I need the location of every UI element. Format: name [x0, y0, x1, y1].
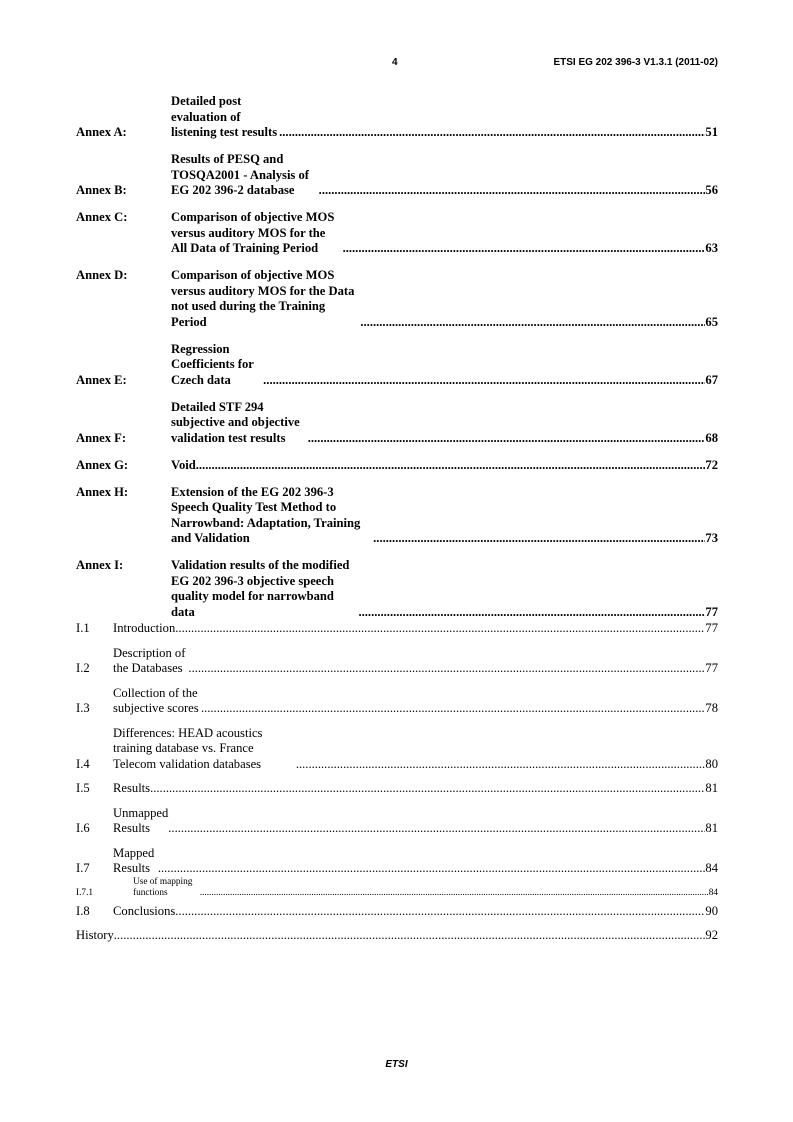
toc-entry-title: Results of PESQ and TOSQA2001 - Analysis of EG 202 396-2 database	[171, 152, 309, 197]
toc-entry-number: I.3	[76, 701, 90, 715]
toc-entry-annex-h[interactable]	[76, 485, 718, 547]
toc-entry-page: 92	[705, 928, 718, 942]
toc-entry-title: Detailed post evaluation of listening test results	[171, 94, 278, 139]
toc-leader-dots	[296, 757, 706, 773]
toc-entry-number: I.6	[76, 821, 90, 835]
toc-entry-number: I.1	[76, 621, 90, 635]
toc-leader-dots	[319, 183, 706, 199]
toc-entry-title: Differences: HEAD acoustics training database vs. France Telecom validation databases	[113, 725, 263, 771]
toc-entry-title: Comparison of objective MOS versus auditory MOS for the All Data of Training Period	[171, 210, 335, 255]
toc-entry-title: Results	[113, 781, 151, 795]
page-number: 4	[392, 57, 398, 68]
toc-leader-dots	[358, 605, 705, 621]
toc-leader-dots	[175, 904, 705, 920]
toc-leader-dots	[201, 701, 705, 717]
toc-entry-clause-i2[interactable]	[76, 646, 718, 677]
toc-entry-number: Annex B:	[76, 183, 127, 197]
toc-entry-number: Annex C:	[76, 210, 128, 224]
toc-entry-title: Extension of the EG 202 396-3 Speech Quality Test Method to Narrowband: Adaptation, Training and Validation	[171, 484, 361, 545]
toc-entry-number: I.4	[76, 756, 90, 771]
toc-entry-title: Void	[171, 457, 196, 472]
toc-entry-number: I.2	[76, 661, 90, 675]
toc-leader-dots	[263, 373, 705, 389]
toc-entry-page: 80	[705, 756, 718, 771]
toc-leader-dots	[175, 621, 705, 637]
toc-entry-annex-a[interactable]	[76, 94, 718, 141]
toc-entry-subclause-i71[interactable]	[76, 877, 718, 899]
toc-entry-page: 78	[705, 701, 718, 715]
toc-entry-page: 84	[708, 887, 718, 898]
toc-entry-page: 72	[705, 457, 718, 472]
toc-leader-dots	[343, 241, 706, 257]
toc-leader-dots	[188, 661, 705, 677]
toc-entry-title: Use of mapping functions	[133, 876, 193, 898]
toc-entry-page: 63	[705, 241, 718, 255]
toc-leader-dots	[373, 531, 705, 547]
toc-leader-dots	[196, 458, 706, 474]
toc-entry-page: 81	[705, 781, 718, 795]
toc-entry-number: Annex G:	[76, 457, 129, 472]
toc-entry-number: I.7.1	[76, 887, 94, 898]
toc-entry-page: 90	[705, 903, 718, 918]
toc-entry-title: Introduction	[113, 621, 176, 635]
toc-entry-number: Annex A:	[76, 125, 127, 139]
toc-leader-dots	[168, 821, 705, 837]
toc-entry-number: Annex D:	[76, 268, 128, 282]
toc-leader-dots	[360, 315, 705, 331]
toc-leader-dots	[279, 125, 705, 141]
toc-entry-page: 67	[705, 372, 718, 387]
toc-entry-title: History	[76, 928, 114, 942]
toc-entry-number: I.8	[76, 903, 90, 918]
toc-entry-title: Collection of the subjective scores	[113, 685, 199, 715]
toc-entry-annex-d[interactable]	[76, 268, 718, 330]
toc-entry-clause-i5[interactable]	[76, 781, 718, 797]
page-header	[0, 57, 793, 71]
toc-entry-clause-i1[interactable]	[76, 621, 718, 637]
toc-entry-number: I.7	[76, 861, 90, 875]
toc-entry-title: Conclusions	[113, 903, 176, 918]
toc-entry-page: 51	[705, 125, 718, 139]
toc-leader-dots	[114, 928, 706, 944]
document-reference: ETSI EG 202 396-3 V1.3.1 (2011-02)	[553, 57, 718, 68]
toc-entry-clause-i3[interactable]	[76, 686, 718, 717]
toc-entry-title: Comparison of objective MOS versus auditory MOS for the Data not used during the Training Period	[171, 268, 355, 329]
toc-leader-dots	[308, 431, 706, 447]
toc-leader-dots	[150, 781, 705, 797]
toc-entry-clause-i4[interactable]	[76, 726, 718, 773]
toc-entry-annex-e[interactable]	[76, 342, 718, 389]
toc-entry-page: 65	[705, 314, 718, 329]
toc-entry-page: 77	[705, 604, 718, 619]
toc-entry-page: 73	[705, 531, 718, 545]
toc-entry-annex-c[interactable]	[76, 210, 718, 257]
toc-entry-number: Annex H:	[76, 484, 129, 499]
toc-entry-title: Description of the Databases	[113, 645, 186, 675]
toc-entry-number: Annex E:	[76, 372, 127, 387]
toc-entry-page: 56	[705, 183, 718, 197]
toc-entry-number: Annex I:	[76, 558, 124, 572]
toc-entry-title: Detailed STF 294 subjective and objective validation test results	[171, 399, 300, 445]
toc-entry-number: Annex F:	[76, 430, 127, 445]
toc-entry-title: Regression Coefficients for Czech data	[171, 341, 254, 387]
toc-entry-number: I.5	[76, 781, 90, 795]
page-footer: ETSI	[385, 1059, 408, 1070]
toc-entry-title: Unmapped Results	[113, 805, 169, 835]
toc-entry-page: 68	[705, 430, 718, 445]
toc-entry-page: 81	[705, 821, 718, 835]
toc-leader-dots	[200, 888, 709, 899]
table-of-contents	[76, 90, 718, 944]
toc-entry-history[interactable]	[76, 928, 718, 944]
toc-entry-annex-b[interactable]	[76, 152, 718, 199]
toc-entry-title: Mapped Results	[113, 845, 155, 875]
toc-entry-clause-i6[interactable]	[76, 806, 718, 837]
toc-entry-annex-f[interactable]	[76, 400, 718, 447]
toc-entry-page: 77	[705, 621, 718, 635]
toc-entry-annex-g[interactable]	[76, 458, 718, 474]
toc-entry-page: 84	[705, 861, 718, 875]
toc-entry-page: 77	[705, 661, 718, 675]
toc-entry-annex-i[interactable]	[76, 558, 718, 620]
toc-entry-title: Validation results of the modified EG 202 396-3 objective speech quality model for narrowband data	[171, 558, 350, 619]
toc-leader-dots	[158, 861, 706, 877]
toc-entry-clause-i8[interactable]	[76, 904, 718, 920]
toc-entry-clause-i7[interactable]	[76, 846, 718, 877]
